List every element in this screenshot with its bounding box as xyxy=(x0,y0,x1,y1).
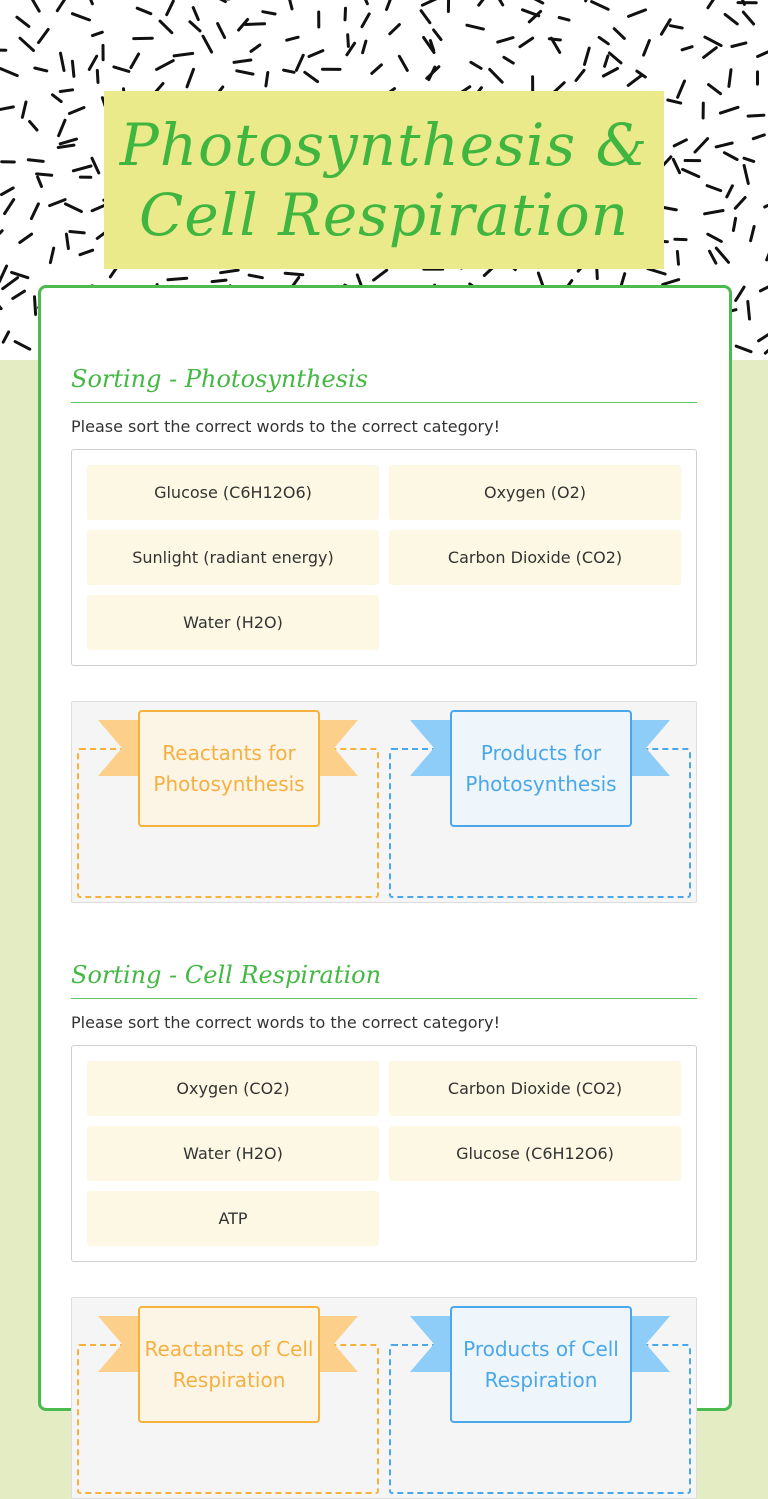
pattern-stick xyxy=(751,227,755,241)
word-bank xyxy=(71,449,697,666)
pattern-stick xyxy=(760,286,768,291)
pattern-stick xyxy=(97,70,98,82)
pattern-stick xyxy=(705,211,724,214)
pattern-stick xyxy=(251,45,260,51)
pattern-stick xyxy=(614,29,624,39)
pattern-stick xyxy=(708,0,715,8)
pattern-stick xyxy=(190,22,200,31)
pattern-stick xyxy=(663,280,679,285)
pattern-stick xyxy=(131,54,139,68)
pattern-stick xyxy=(50,248,53,263)
pattern-stick xyxy=(644,41,650,56)
pattern-stick xyxy=(399,56,407,70)
word-chip[interactable]: Carbon Dioxide (CO2) xyxy=(389,1061,681,1116)
pattern-stick xyxy=(59,120,65,136)
section-cell-respiration xyxy=(71,958,697,1499)
pattern-stick xyxy=(695,139,708,152)
pattern-stick xyxy=(705,37,721,46)
pattern-stick xyxy=(289,0,292,9)
pattern-stick xyxy=(585,48,590,64)
section-photosynthesis xyxy=(71,362,697,903)
pattern-stick xyxy=(348,35,349,47)
pattern-stick xyxy=(504,57,513,63)
pattern-stick xyxy=(490,69,503,82)
pattern-stick xyxy=(674,140,686,146)
pattern-stick xyxy=(710,251,716,263)
pattern-stick xyxy=(725,14,737,24)
pattern-stick xyxy=(20,234,32,242)
pattern-stick xyxy=(704,48,717,58)
pattern-stick xyxy=(174,53,193,56)
pattern-stick xyxy=(30,122,37,131)
pattern-stick xyxy=(5,200,14,214)
section-heading: Sorting - Photosynthesis xyxy=(71,362,697,403)
pattern-stick xyxy=(605,56,608,66)
pattern-stick xyxy=(221,270,239,273)
page-title: Photosynthesis & Cell Respiration xyxy=(104,110,664,250)
pattern-stick xyxy=(3,278,18,289)
pattern-stick xyxy=(187,69,194,87)
pattern-stick xyxy=(743,12,753,24)
pattern-stick xyxy=(603,69,617,77)
pattern-stick xyxy=(20,38,34,50)
pattern-stick xyxy=(467,25,484,29)
pattern-stick xyxy=(69,108,84,114)
sort-area xyxy=(71,1297,697,1499)
pattern-stick xyxy=(160,21,172,33)
pattern-stick xyxy=(496,0,503,5)
word-chip[interactable]: Glucose (C6H12O6) xyxy=(87,465,379,520)
word-bank xyxy=(71,1045,697,1262)
word-chip[interactable]: ATP xyxy=(87,1191,379,1246)
pattern-stick xyxy=(218,24,225,38)
pattern-stick xyxy=(678,81,685,97)
pattern-stick xyxy=(157,61,174,70)
pattern-stick xyxy=(214,0,225,2)
pattern-stick xyxy=(0,300,1,309)
pattern-stick xyxy=(203,36,212,52)
pattern-stick xyxy=(234,60,251,62)
pattern-stick xyxy=(66,234,68,248)
pattern-stick xyxy=(735,198,745,209)
pattern-stick xyxy=(673,159,679,172)
pattern-stick xyxy=(629,10,646,17)
pattern-stick xyxy=(35,68,47,71)
pattern-stick xyxy=(753,135,764,139)
pattern-stick xyxy=(92,158,99,173)
worksheet-card xyxy=(38,285,732,1411)
pattern-stick xyxy=(212,280,226,282)
pattern-stick xyxy=(599,37,608,43)
pattern-stick xyxy=(759,331,768,341)
pattern-stick xyxy=(31,0,40,11)
pattern-stick xyxy=(682,47,692,50)
section-heading: Sorting - Cell Respiration xyxy=(71,958,697,999)
pattern-stick xyxy=(559,18,569,21)
pattern-stick xyxy=(237,71,253,74)
pattern-stick xyxy=(17,17,29,26)
pattern-stick xyxy=(736,287,744,300)
pattern-stick xyxy=(38,177,42,187)
pattern-stick xyxy=(15,342,30,350)
pattern-stick xyxy=(422,0,436,5)
section-instructions: Please sort the correct words to the correct category! xyxy=(71,1013,697,1033)
pattern-stick xyxy=(586,0,591,1)
pattern-stick xyxy=(668,100,681,103)
pattern-stick xyxy=(479,0,487,5)
pattern-stick xyxy=(733,218,735,230)
pattern-stick xyxy=(296,55,303,70)
pattern-stick xyxy=(31,204,38,219)
pattern-stick xyxy=(72,14,89,20)
pattern-stick xyxy=(345,8,346,19)
pattern-stick xyxy=(729,70,731,87)
pattern-stick xyxy=(609,53,621,63)
pattern-stick xyxy=(362,14,369,27)
pattern-stick xyxy=(65,204,81,212)
pattern-stick xyxy=(53,95,62,102)
pattern-stick xyxy=(305,72,318,81)
pattern-stick xyxy=(390,25,400,34)
pattern-stick xyxy=(724,153,737,160)
pattern-stick xyxy=(12,272,28,277)
pattern-stick xyxy=(0,231,2,244)
pattern-stick xyxy=(89,56,96,69)
pattern-stick xyxy=(2,188,14,195)
pattern-stick xyxy=(709,85,721,94)
pattern-stick xyxy=(80,250,93,255)
pattern-stick xyxy=(707,186,721,191)
pattern-stick xyxy=(708,234,722,241)
pattern-stick xyxy=(284,70,295,72)
pattern-stick xyxy=(114,67,129,72)
pattern-stick xyxy=(70,232,84,233)
pattern-stick xyxy=(716,248,728,262)
pattern-stick xyxy=(592,2,609,10)
category-label-products: Products of Cell Respiration xyxy=(450,1306,632,1423)
pattern-stick xyxy=(0,69,17,76)
pattern-stick xyxy=(246,24,265,25)
pattern-stick xyxy=(35,297,36,315)
sort-area xyxy=(71,701,697,903)
pattern-stick xyxy=(3,332,8,342)
pattern-stick xyxy=(748,115,764,116)
word-chip[interactable]: Water (H2O) xyxy=(87,1126,379,1181)
word-chip[interactable]: Glucose (C6H12O6) xyxy=(389,1126,681,1181)
category-label-reactants: Reactants of Cell Respiration xyxy=(138,1306,320,1423)
pattern-stick xyxy=(287,37,298,40)
pattern-stick xyxy=(57,0,66,11)
pattern-stick xyxy=(533,0,543,3)
pattern-stick xyxy=(363,41,366,53)
pattern-stick xyxy=(727,186,733,197)
pattern-stick xyxy=(60,90,72,92)
pattern-stick xyxy=(309,51,323,57)
pattern-stick xyxy=(374,270,387,280)
pattern-stick xyxy=(748,302,750,320)
pattern-stick xyxy=(648,269,665,274)
pattern-stick xyxy=(93,32,103,35)
pattern-stick xyxy=(22,102,26,117)
pattern-stick xyxy=(60,139,76,144)
pattern-stick xyxy=(86,0,92,4)
pattern-stick xyxy=(266,73,268,86)
category-label-products: Products for Photosynthesis xyxy=(450,710,632,827)
pattern-stick xyxy=(720,107,738,113)
word-chip[interactable]: Oxygen (CO2) xyxy=(87,1061,379,1116)
pattern-stick xyxy=(372,65,382,74)
pattern-stick xyxy=(167,1,174,15)
word-chip[interactable]: Sunlight (radiant energy) xyxy=(87,530,379,585)
pattern-stick xyxy=(434,30,441,40)
pattern-stick xyxy=(387,0,391,10)
pattern-stick xyxy=(732,43,746,47)
pattern-stick xyxy=(661,20,670,35)
pattern-stick xyxy=(137,8,151,14)
word-chip[interactable]: Carbon Dioxide (CO2) xyxy=(389,530,681,585)
pattern-stick xyxy=(744,158,754,161)
pattern-stick xyxy=(498,38,513,43)
pattern-stick xyxy=(13,291,25,298)
pattern-stick xyxy=(0,107,13,110)
pattern-stick xyxy=(520,38,533,47)
pattern-stick xyxy=(677,252,678,265)
pattern-stick xyxy=(683,169,699,176)
pattern-stick xyxy=(471,62,481,68)
pattern-stick xyxy=(28,160,43,162)
title-banner xyxy=(104,91,664,269)
pattern-stick xyxy=(285,273,303,274)
pattern-stick xyxy=(249,275,262,278)
pattern-stick xyxy=(421,11,430,23)
pattern-stick xyxy=(628,75,642,86)
pattern-stick xyxy=(716,143,732,147)
word-chip[interactable]: Oxygen (O2) xyxy=(389,465,681,520)
pattern-stick xyxy=(61,53,65,70)
pattern-stick xyxy=(193,8,198,20)
pattern-stick xyxy=(0,266,7,282)
pattern-stick xyxy=(72,61,74,76)
pattern-stick xyxy=(50,200,66,206)
word-chip[interactable]: Water (H2O) xyxy=(87,595,379,650)
pattern-stick xyxy=(37,174,52,175)
pattern-stick xyxy=(670,26,682,28)
pattern-stick xyxy=(73,166,91,171)
pattern-stick xyxy=(168,278,187,280)
pattern-stick xyxy=(362,0,368,4)
pattern-stick xyxy=(58,145,74,147)
pattern-stick xyxy=(736,346,751,352)
pattern-stick xyxy=(576,70,584,80)
pattern-stick xyxy=(758,50,768,57)
section-instructions: Please sort the correct words to the correct category! xyxy=(71,417,697,437)
pattern-stick xyxy=(263,12,275,14)
pattern-stick xyxy=(39,29,49,42)
pattern-stick xyxy=(744,166,748,184)
category-label-reactants: Reactants for Photosynthesis xyxy=(138,710,320,827)
